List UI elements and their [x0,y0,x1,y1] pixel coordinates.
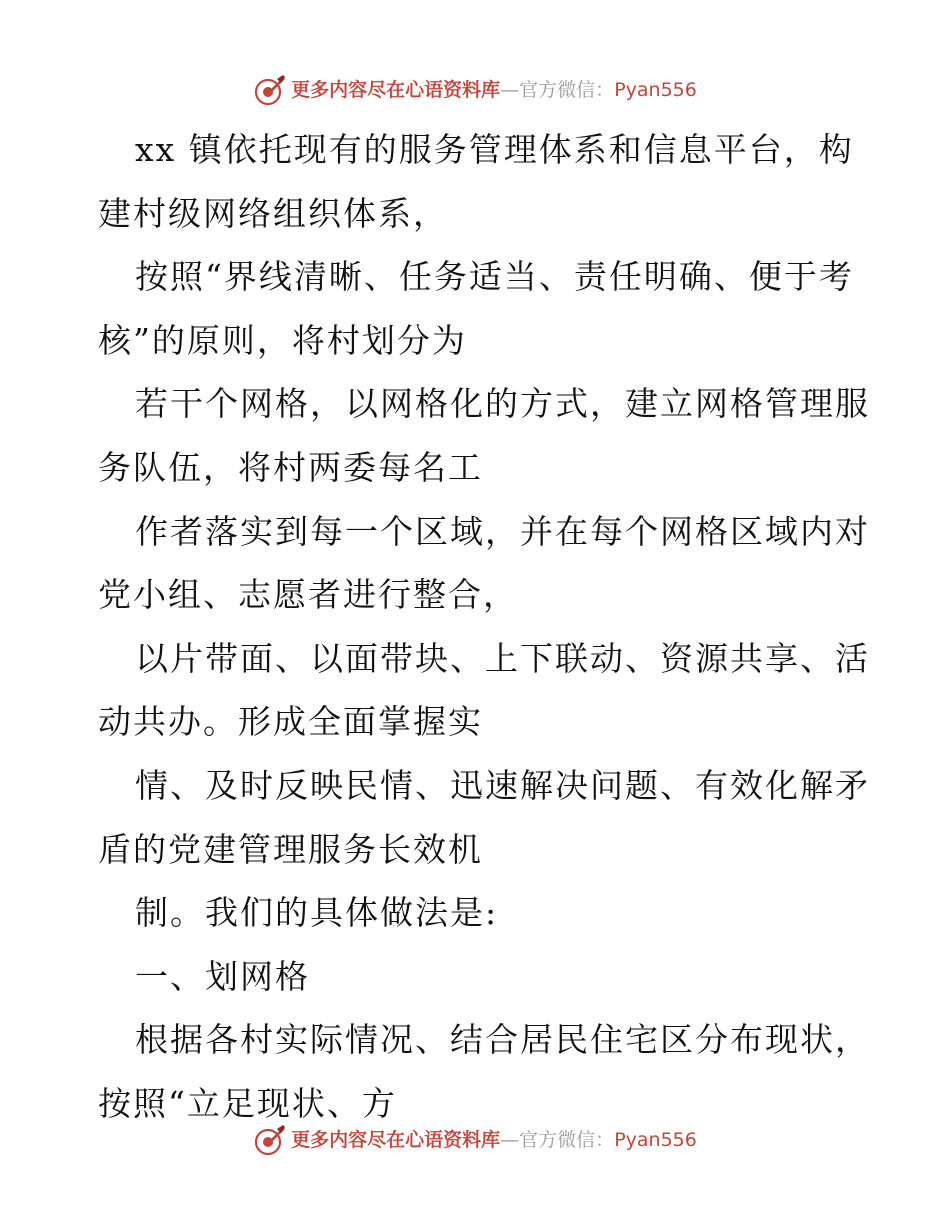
text-line: 情、及时反映民情、迅速解决问题、有效化解矛 [135,765,870,805]
watermark-dash: — [500,1129,520,1151]
text-line: 根据各村实际情况、结合居民住宅区分布现状， [135,1020,870,1060]
text-line: xx 镇依托现有的服务管理体系和信息平台，构 [135,130,854,169]
quill-logo-icon [253,73,287,107]
text-line: 一、划网格 [135,956,310,996]
watermark-sub-text: 官方微信： [519,1129,615,1151]
watermark-main-text: 更多内容尽在心语资料库 [291,1129,501,1151]
text-line: 盾的党建管理服务长效机 [98,829,483,869]
watermark-sub-text: 官方微信： [519,79,615,101]
watermark-main-text: 更多内容尽在心语资料库 [291,79,501,101]
quill-logo-icon [253,1123,287,1157]
footer-watermark [0,1120,950,1160]
text-line: 按照“界线清晰、任务适当、责任明确、便于考 [135,257,854,297]
text-line: 动共办。形成全面掌握实 [98,702,483,742]
watermark-wechat-id: Pyan556 [614,79,697,101]
header-watermark [0,70,950,110]
watermark-dash: — [500,79,520,101]
text-line: 制。我们的具体做法是: [135,893,499,933]
text-line: 核”的原则，将村划分为 [98,320,467,360]
text-line: 以片带面、以面带块、上下联动、资源共享、活 [135,638,870,678]
text-line: 若干个网格，以网格化的方式，建立网格管理服 [135,384,870,424]
text-line: 作者落实到每一个区域，并在每个网格区域内对 [135,511,870,551]
text-line: 按照“立足现状、方 [98,1083,397,1123]
document-body [98,118,870,1136]
text-line: 党小组、志愿者进行整合， [98,575,518,615]
text-line: 建村级网络组织体系， [98,193,448,233]
watermark-wechat-id: Pyan556 [614,1129,697,1151]
text-line: 务队伍，将村两委每名工 [98,447,483,487]
